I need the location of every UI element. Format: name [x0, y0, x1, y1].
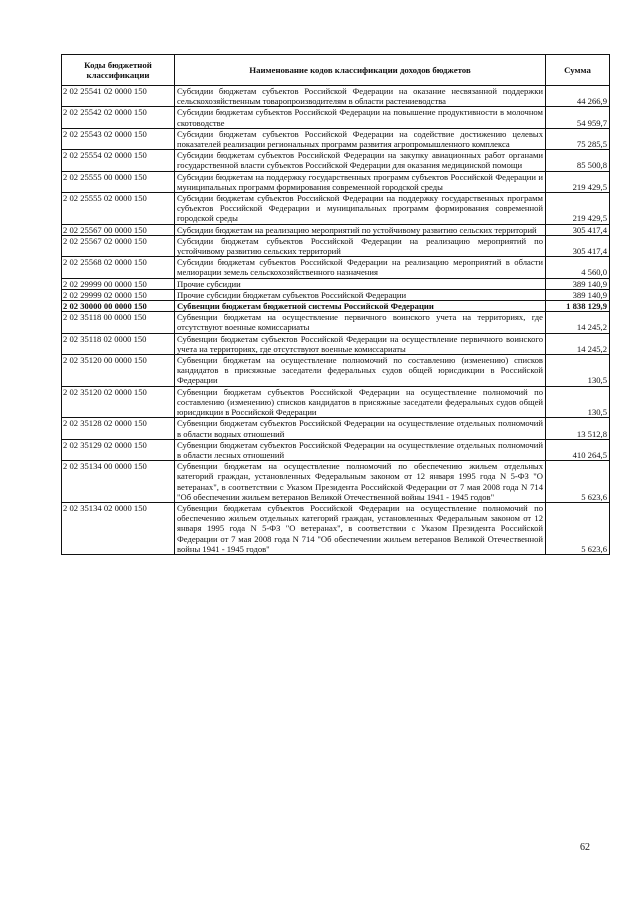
- sum-cell: 4 560,0: [546, 257, 610, 278]
- name-cell: Субвенции бюджетам субъектов Российской Федерации на осуществление первичного воинского учета на территориях, где отсутствуют военные комиссариаты: [175, 333, 546, 354]
- header-name: Наименование кодов классификации доходов бюджетов: [175, 55, 546, 86]
- code-cell: 2 02 35118 00 0000 150: [62, 312, 175, 333]
- name-cell: Субсидии бюджетам субъектов Российской Федерации на содействие достижению целевых показателей реализации региональных программ развития агропромышленного комплекса: [175, 128, 546, 149]
- sum-cell: 5 623,6: [546, 502, 610, 554]
- page-number: 62: [580, 842, 590, 853]
- code-cell: 2 02 25555 00 0000 150: [62, 171, 175, 192]
- name-cell: Субсидии бюджетам субъектов Российской Федерации на реализацию мероприятий по устойчивому развитию сельских территорий: [175, 235, 546, 256]
- code-cell: 2 02 30000 00 0000 150: [62, 301, 175, 312]
- table-row: [62, 86, 610, 107]
- table-row: [62, 312, 610, 333]
- table-row: [62, 502, 610, 554]
- table-row: [62, 289, 610, 300]
- code-cell: 2 02 25555 02 0000 150: [62, 193, 175, 225]
- table-row: [62, 193, 610, 225]
- name-cell: Субвенции бюджетам субъектов Российской Федерации на осуществление отдельных полномочий в области лесных отношений: [175, 439, 546, 460]
- sum-cell: 1 838 129,9: [546, 301, 610, 312]
- sum-cell: 389 140,9: [546, 278, 610, 289]
- code-cell: 2 02 29999 00 0000 150: [62, 278, 175, 289]
- name-cell: Прочие субсидии: [175, 278, 546, 289]
- code-cell: 2 02 25554 02 0000 150: [62, 150, 175, 171]
- name-cell: Субвенции бюджетам субъектов Российской Федерации на осуществление полномочий по составлению (изменению) списков кандидатов в присяжные заседатели федеральных судов общей юрисдикции в Российской Федерации: [175, 386, 546, 418]
- table-row: [62, 301, 610, 312]
- code-cell: 2 02 35129 02 0000 150: [62, 439, 175, 460]
- table-row: [62, 171, 610, 192]
- sum-cell: 14 245,2: [546, 333, 610, 354]
- name-cell: Субсидии бюджетам субъектов Российской Федерации на повышение продуктивности в молочном скотоводстве: [175, 107, 546, 128]
- sum-cell: 44 266,9: [546, 86, 610, 107]
- table-row: [62, 386, 610, 418]
- name-cell: Субсидии бюджетам на реализацию мероприятий по устойчивому развитию сельских территорий: [175, 224, 546, 235]
- name-cell: Субвенции бюджетам субъектов Российской Федерации на осуществление полномочий по обеспечению жильем отдельных категорий граждан, установленных Федеральным законом от 12 января 1995 года N 5-ФЗ "О ветеранах", в соответствии с Указом Президента Российской Федерации от 7 мая 2008 года N 714 "Об обеспечении жильем ветеранов Великой Отечественной войны 1941 - 1945 годов": [175, 502, 546, 554]
- sum-cell: 219 429,5: [546, 193, 610, 225]
- table-row: [62, 224, 610, 235]
- code-cell: 2 02 25567 02 0000 150: [62, 235, 175, 256]
- header-code: Коды бюджетной классификации: [62, 55, 175, 86]
- name-cell: Субвенции бюджетам на осуществление полномочий по составлению (изменению) списков кандидатов в присяжные заседатели федеральных судов общей юрисдикции в Российской Федерации: [175, 355, 546, 387]
- code-cell: 2 02 25541 02 0000 150: [62, 86, 175, 107]
- code-cell: 2 02 35120 02 0000 150: [62, 386, 175, 418]
- name-cell: Субвенции бюджетам на осуществление полномочий по обеспечению жильем отдельных категорий граждан, установленных Федеральным законом от 12 января 1995 года N 5-ФЗ "О ветеранах", в соответствии с Указом Президента Российской Федерации от 7 мая 2008 года N 714 "Об обеспечении жильем ветеранов Великой Отечественной войны 1941 - 1945 годов": [175, 461, 546, 503]
- sum-cell: 389 140,9: [546, 289, 610, 300]
- table-row: [62, 355, 610, 387]
- table-row: [62, 461, 610, 503]
- sum-cell: 219 429,5: [546, 171, 610, 192]
- sum-cell: 13 512,8: [546, 418, 610, 439]
- code-cell: 2 02 29999 02 0000 150: [62, 289, 175, 300]
- table-row: [62, 107, 610, 128]
- name-cell: Субсидии бюджетам субъектов Российской Федерации на поддержку государственных программ субъектов Российской Федерации и муниципальных программ формирования современной городской среды: [175, 193, 546, 225]
- code-cell: 2 02 25567 00 0000 150: [62, 224, 175, 235]
- table-row: [62, 439, 610, 460]
- sum-cell: 305 417,4: [546, 235, 610, 256]
- budget-table: [61, 54, 610, 555]
- name-cell: Субсидии бюджетам субъектов Российской Федерации на оказание несвязанной поддержки сельскохозяйственным товаропроизводителям в области растениеводства: [175, 86, 546, 107]
- name-cell: Субсидии бюджетам субъектов Российской Федерации на закупку авиационных работ органами государственной власти субъектов Российской Федерации для оказания медицинской помощи: [175, 150, 546, 171]
- sum-cell: 130,5: [546, 386, 610, 418]
- sum-cell: 54 959,7: [546, 107, 610, 128]
- table-header-row: [62, 55, 610, 86]
- code-cell: 2 02 25543 02 0000 150: [62, 128, 175, 149]
- table-row: [62, 278, 610, 289]
- sum-cell: 85 500,8: [546, 150, 610, 171]
- sum-cell: 75 285,5: [546, 128, 610, 149]
- code-cell: 2 02 25568 02 0000 150: [62, 257, 175, 278]
- code-cell: 2 02 35118 02 0000 150: [62, 333, 175, 354]
- table-row: [62, 333, 610, 354]
- table-row: [62, 257, 610, 278]
- sum-cell: 14 245,2: [546, 312, 610, 333]
- name-cell: Субвенции бюджетам субъектов Российской Федерации на осуществление отдельных полномочий в области водных отношений: [175, 418, 546, 439]
- code-cell: 2 02 35120 00 0000 150: [62, 355, 175, 387]
- name-cell: Субвенции бюджетам на осуществление первичного воинского учета на территориях, где отсутствуют военные комиссариаты: [175, 312, 546, 333]
- name-cell: Прочие субсидии бюджетам субъектов Российской Федерации: [175, 289, 546, 300]
- code-cell: 2 02 25542 02 0000 150: [62, 107, 175, 128]
- code-cell: 2 02 35128 02 0000 150: [62, 418, 175, 439]
- code-cell: 2 02 35134 00 0000 150: [62, 461, 175, 503]
- code-cell: 2 02 35134 02 0000 150: [62, 502, 175, 554]
- name-cell: Субвенции бюджетам бюджетной системы Российской Федерации: [175, 301, 546, 312]
- sum-cell: 130,5: [546, 355, 610, 387]
- sum-cell: 5 623,6: [546, 461, 610, 503]
- header-sum: Сумма: [546, 55, 610, 86]
- table-row: [62, 150, 610, 171]
- sum-cell: 305 417,4: [546, 224, 610, 235]
- sum-cell: 410 264,5: [546, 439, 610, 460]
- name-cell: Субсидии бюджетам субъектов Российской Федерации на реализацию мероприятий в области мелиорации земель сельскохозяйственного назначения: [175, 257, 546, 278]
- name-cell: Субсидии бюджетам на поддержку государственных программ субъектов Российской Федерации и муниципальных программ формирования современной городской среды: [175, 171, 546, 192]
- table-row: [62, 235, 610, 256]
- table-row: [62, 128, 610, 149]
- table-row: [62, 418, 610, 439]
- document-page: [61, 54, 609, 555]
